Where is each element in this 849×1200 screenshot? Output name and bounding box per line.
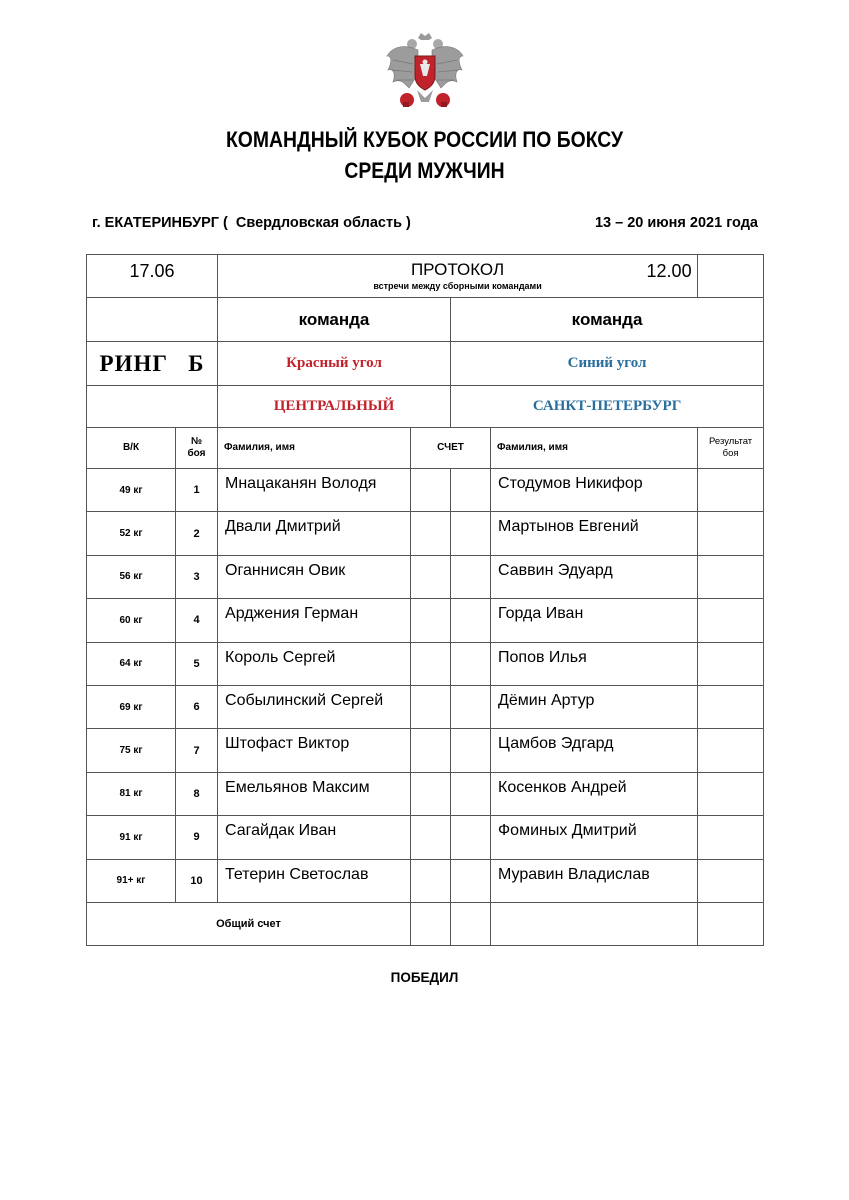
red-score-cell xyxy=(411,859,451,902)
total-score-red xyxy=(411,902,451,945)
blue-boxer-name: Дёмин Артур xyxy=(491,685,698,728)
bout-result-cell xyxy=(698,599,764,642)
col-result xyxy=(698,428,764,469)
blue-team-label: команда xyxy=(451,298,764,342)
bout-row xyxy=(87,772,764,815)
emblem-logo xyxy=(385,30,465,112)
col-blue-name: Фамилия, имя xyxy=(491,428,698,469)
blue-score-cell xyxy=(451,512,491,555)
bout-weight: 60 кг xyxy=(87,599,176,642)
red-score-cell xyxy=(411,555,451,598)
bout-row xyxy=(87,642,764,685)
bout-number: 6 xyxy=(176,685,218,728)
bout-result-cell xyxy=(698,816,764,859)
blue-boxer-name: Мартынов Евгений xyxy=(491,512,698,555)
bout-number: 5 xyxy=(176,642,218,685)
bout-number: 1 xyxy=(176,469,218,512)
red-score-cell xyxy=(411,685,451,728)
eagle-emblem-icon xyxy=(385,30,465,112)
col-weight: В/К xyxy=(87,428,176,469)
blue-score-cell xyxy=(451,685,491,728)
bout-row xyxy=(87,512,764,555)
bout-weight: 64 кг xyxy=(87,642,176,685)
bout-date: 17.06 xyxy=(87,255,218,298)
bout-number: 2 xyxy=(176,512,218,555)
winner-label: ПОБЕДИЛ xyxy=(390,970,459,985)
blue-score-cell xyxy=(451,555,491,598)
venue-city: г. ЕКАТЕРИНБУРГ ( xyxy=(92,215,228,231)
bout-number: 10 xyxy=(176,859,218,902)
red-score-cell xyxy=(411,599,451,642)
bout-weight: 56 кг xyxy=(87,555,176,598)
col-score: СЧЕТ xyxy=(411,428,491,469)
blue-score-cell xyxy=(451,469,491,512)
red-team-label: команда xyxy=(218,298,451,342)
bout-row xyxy=(87,469,764,512)
bout-row xyxy=(87,816,764,859)
red-score-cell xyxy=(411,512,451,555)
red-boxer-name: Мнацаканян Володя xyxy=(218,469,411,512)
bout-weight: 81 кг xyxy=(87,772,176,815)
red-score-cell xyxy=(411,772,451,815)
bout-result-cell xyxy=(698,729,764,772)
col-result-line1: Результат xyxy=(708,436,753,447)
protocol-table xyxy=(86,254,764,946)
blue-score-cell xyxy=(451,599,491,642)
col-bout-no-line2: боя xyxy=(187,448,206,459)
blue-boxer-name: Косенков Андрей xyxy=(491,772,698,815)
bout-weight: 49 кг xyxy=(87,469,176,512)
event-dates: 13 – 20 июня 2021 года xyxy=(594,215,758,231)
red-boxer-name: Арджения Герман xyxy=(218,599,411,642)
bout-number: 3 xyxy=(176,555,218,598)
empty-cell xyxy=(698,902,764,945)
venue-region: Свердловская область ) xyxy=(235,215,411,231)
red-boxer-name: Оганнисян Овик xyxy=(218,555,411,598)
blue-boxer-name: Цамбов Эдгард xyxy=(491,729,698,772)
bout-weight: 91 кг xyxy=(87,816,176,859)
bout-weight: 69 кг xyxy=(87,685,176,728)
bout-number: 4 xyxy=(176,599,218,642)
red-boxer-name: Сагайдак Иван xyxy=(218,816,411,859)
bout-number: 8 xyxy=(176,772,218,815)
col-result-line2: боя xyxy=(722,448,739,459)
blue-boxer-name: Попов Илья xyxy=(491,642,698,685)
red-boxer-name: Тетерин Светослав xyxy=(218,859,411,902)
protocol-title: ПРОТОКОЛ xyxy=(410,260,505,279)
blue-boxer-name: Саввин Эдуард xyxy=(491,555,698,598)
blue-boxer-name: Муравин Владислав xyxy=(491,859,698,902)
bout-result-cell xyxy=(698,642,764,685)
red-boxer-name: Штофаст Виктор xyxy=(218,729,411,772)
red-boxer-name: Двали Дмитрий xyxy=(218,512,411,555)
bout-time xyxy=(646,255,764,298)
bout-result-cell xyxy=(698,772,764,815)
blue-score-cell xyxy=(451,772,491,815)
blue-corner-label: Синий угол xyxy=(451,342,764,386)
red-score-cell xyxy=(411,469,451,512)
bout-weight: 75 кг xyxy=(87,729,176,772)
bout-row xyxy=(87,599,764,642)
blue-boxer-name: Фоминых Дмитрий xyxy=(491,816,698,859)
bout-rows xyxy=(87,469,764,903)
red-score-cell xyxy=(411,642,451,685)
blue-team-name: САНКТ-ПЕТЕРБУРГ xyxy=(451,386,764,428)
red-score-cell xyxy=(411,816,451,859)
total-score-label: Общий счет xyxy=(87,902,411,945)
blue-score-cell xyxy=(451,642,491,685)
bout-result-cell xyxy=(698,469,764,512)
venue xyxy=(92,215,411,231)
bout-result-cell xyxy=(698,555,764,598)
ring-label: РИНГ Б xyxy=(87,342,218,386)
empty-cell xyxy=(491,902,698,945)
page-title-line2: СРЕДИ МУЖЧИН xyxy=(344,158,505,183)
bout-row xyxy=(87,685,764,728)
bout-row xyxy=(87,555,764,598)
bout-result-cell xyxy=(698,512,764,555)
blue-score-cell xyxy=(451,859,491,902)
blue-score-cell xyxy=(451,729,491,772)
bout-weight: 52 кг xyxy=(87,512,176,555)
red-corner-label: Красный угол xyxy=(218,342,451,386)
red-team-name: ЦЕНТРАЛЬНЫЙ xyxy=(218,386,451,428)
total-score-blue xyxy=(451,902,491,945)
red-boxer-name: Собылинский Сергей xyxy=(218,685,411,728)
protocol-subtitle: встречи между сборными командами xyxy=(373,281,542,291)
blue-score-cell xyxy=(451,816,491,859)
empty-cell xyxy=(87,298,218,342)
bout-number: 7 xyxy=(176,729,218,772)
col-bout-no xyxy=(176,428,218,469)
bout-result-cell xyxy=(698,685,764,728)
red-score-cell xyxy=(411,729,451,772)
red-boxer-name: Король Сергей xyxy=(218,642,411,685)
red-boxer-name: Емельянов Максим xyxy=(218,772,411,815)
empty-cell xyxy=(87,386,218,428)
bout-number: 9 xyxy=(176,816,218,859)
blue-boxer-name: Стодумов Никифор xyxy=(491,469,698,512)
bout-weight: 91+ кг xyxy=(87,859,176,902)
bout-time-value: 12.00 xyxy=(646,261,692,281)
bout-row xyxy=(87,729,764,772)
col-red-name: Фамилия, имя xyxy=(218,428,411,469)
bout-result-cell xyxy=(698,859,764,902)
col-bout-no-line1: № xyxy=(190,436,203,447)
page-title-line1: КОМАНДНЫЙ КУБОК РОССИИ ПО БОКСУ xyxy=(225,127,624,152)
blue-boxer-name: Горда Иван xyxy=(491,599,698,642)
bout-row xyxy=(87,859,764,902)
